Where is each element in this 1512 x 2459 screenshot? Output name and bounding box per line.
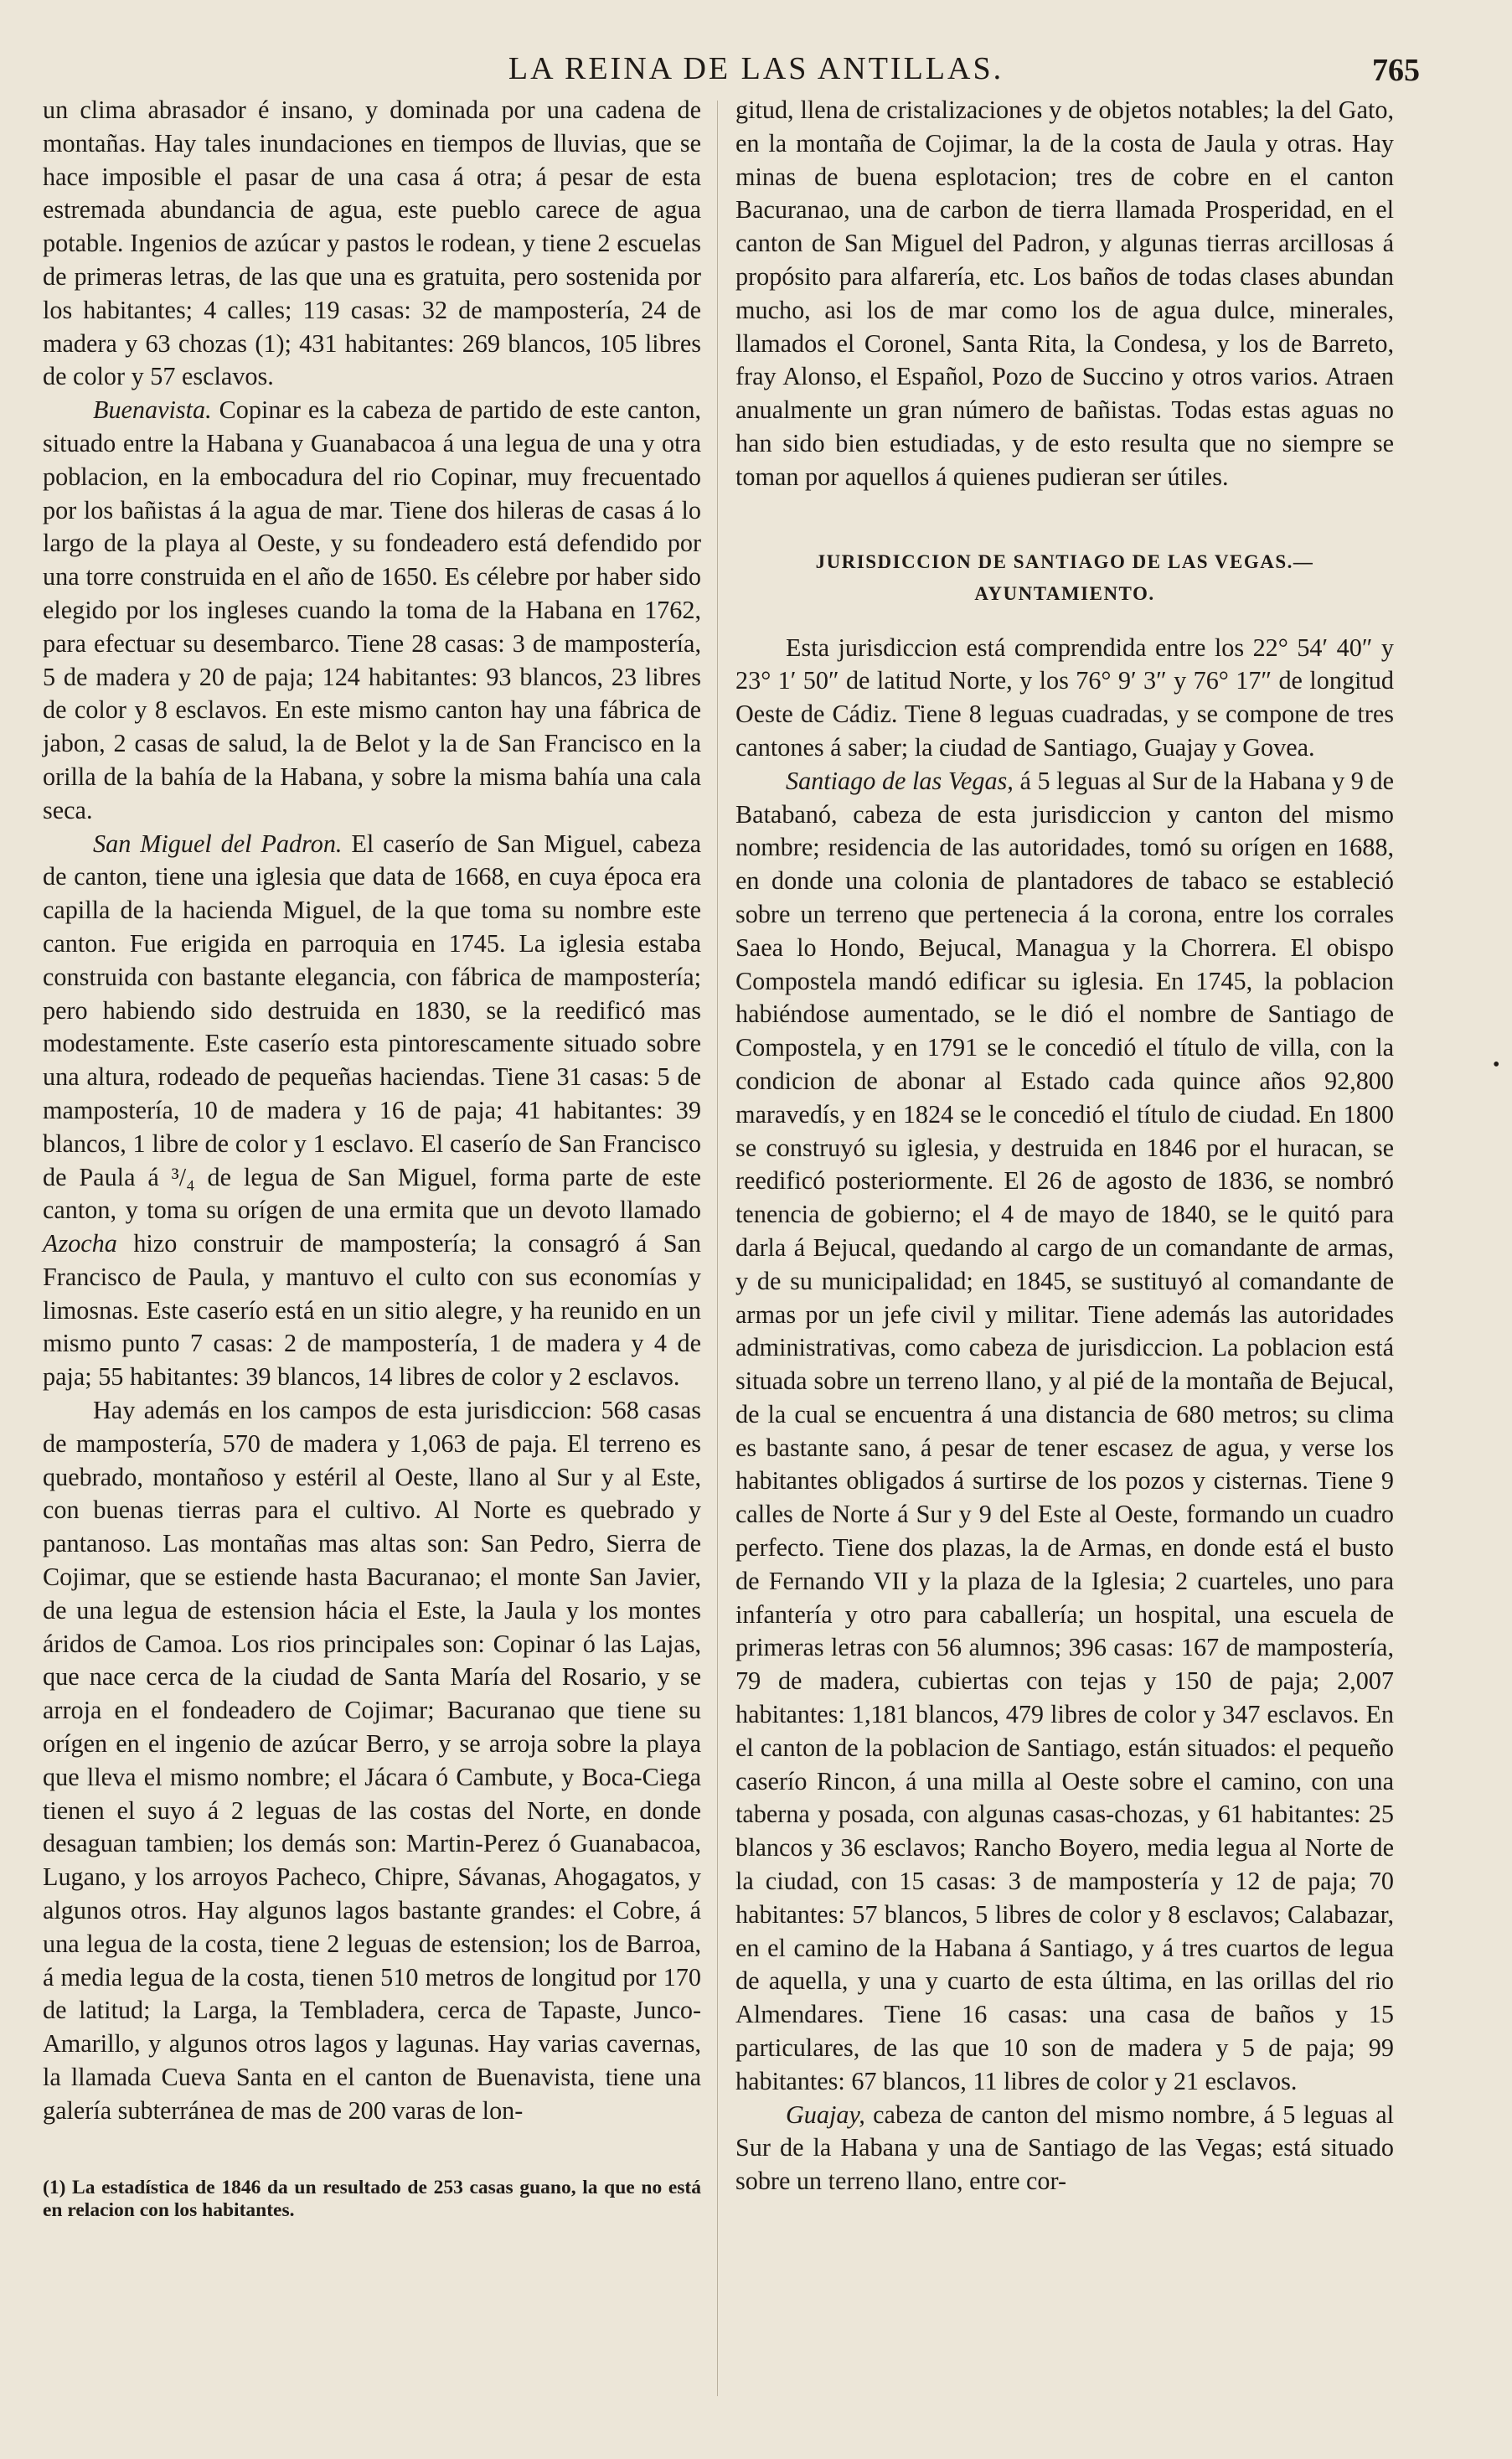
running-title: LA REINA DE LAS ANTILLAS. (508, 51, 1004, 86)
page-number: 765 (1372, 53, 1420, 88)
paragraph-text: cabeza de canton del mismo nombre, á 5 leguas al Sur de la Habana y una de Santiago de las Vegas; está situado sobre un terreno llano, entre cor- (735, 2100, 1394, 2196)
footnote: (1) La estadística de 1846 da un resultado de 253 casas guano, la que no está en relacion con los habitantes. (43, 2176, 701, 2221)
person-name-azocha: Azocha (43, 1229, 117, 1258)
paragraph-text: hizo construir de mampostería; la consagró á San Francisco de Paula, y mantuvo el culto con sus economías y limosnas. Este caserío está en un sitio alegre, y ha reunido en un mismo punto 7 casas: 2 de mampostería, 1 de madera y 4 de paja; 55 habitantes: 39 blancos, 14 libres de color y 2 esclavos. (43, 1229, 701, 1392)
column-divider (717, 101, 718, 2396)
paragraph-caves-minerals: gitud, llena de cristalizaciones y de objetos notables; la del Gato, en la montaña de Cojimar, la de la costa de Jaula y otras. Hay minas de buena esplotacion; tres de cobre en el canton Bacuranao, una de carbon de tierra llamada Prosperidad, en el canton de San Miguel del Padron, y algunas tierras arcillosas á propósito para alfarería, etc. Los baños de todas clases abundan mucho, asi los de mar como los de agua dulce, minerales, llamados el Coronel, Santa Rita, la Condesa, y los de Barreto, fray Alonso, el Español, Pozo de Succino y otros varios. Atraen anualmente un gran número de bañistas. Todas estas aguas no han sido bien estudiadas, y de esto resulta que no siempre se toman por aquellos á quienes pudieran ser útiles. (735, 96, 1394, 491)
place-name-guajay: Guajay, (786, 2100, 865, 2129)
paragraph-jurisdiction-bounds: Esta jurisdiccion está comprendida entre los 22° 54′ 40″ y 23° 1′ 50″ de latitud Norte, y los 76° 9′ 3″ y 76° 17″ de longitud Oeste de Cádiz. Tiene 8 leguas cuadradas, y se compone de tres cantones á saber; la ciudad de Santiago, Guajay y Govea. (735, 633, 1394, 762)
section-heading: JURISDICCION DE SANTIAGO DE LAS VEGAS.—AYUNTAMIENTO. (815, 550, 1314, 604)
right-column (735, 94, 1394, 2198)
paragraph-san-miguel (43, 828, 701, 1395)
paragraph-guanabacoa-continuation: un clima abrasador é insano, y dominada por una cadena de montañas. Hay tales inundaciones en tiempos de lluvias, que se hace imposible el pasar de una casa á otra; á pesar de esta estremada abundancia de agua, este pueblo carece de agua potable. Ingenios de azúcar y pastos le rodean, y tiene 2 escuelas de primeras letras, de las que una es gratuita, pero sostenida por los habitantes; 4 calles; 119 casas: 32 de mampostería, 24 de madera y 63 chozas (1); 431 habitantes: 269 blancos, 105 libres de color y 57 esclavos. (43, 96, 701, 391)
place-name-san-miguel: San Miguel del Padron. (93, 829, 343, 858)
paragraph-text: El caserío de San Miguel, cabeza de canton, tiene una iglesia que data de 1668, en cuya época era capilla de la hacienda Miguel, de la que toma su nombre este canton. Fue erigida en parroquia en 1745. La iglesia estaba construida con bastante elegancia, con fábrica de mampostería; pero habiendo sido destruida en 1830, se la reedificó mas modestamente. Este caserío esta pintorescamente situado sobre una altura, rodeado de pequeñas haciendas. Tiene 31 casas: 5 de mampostería, 10 de madera y 16 de paja; 41 habitantes: 39 blancos, 1 libre de color y 1 esclavo. El caserío de San Francisco de Paula á ³/₄ de legua de San Miguel, forma parte de este canton, y toma su orígen de una ermita que un devoto llamado (43, 829, 701, 1225)
paragraph-santiago (735, 765, 1394, 2099)
place-name-buenavista: Buenavista. (93, 395, 212, 425)
left-column (43, 94, 701, 2222)
paragraph-guajay (735, 2099, 1394, 2198)
margin-mark: • (1493, 1054, 1500, 1076)
paragraph-buenavista (43, 394, 701, 827)
place-name-santiago: Santiago de las Vegas, (786, 766, 1014, 795)
paragraph-text: Copinar es la cabeza de partido de este canton, situado entre la Habana y Guanabacoa á una legua de una y otra poblacion, en la embocadura del rio Copinar, muy frecuentado por los bañistas á la agua de mar. Tiene dos hileras de casas á lo largo de la playa al Oeste, y su fondeadero está defendido por una torre construida en el año de 1650. Es célebre por haber sido elegido por los ingleses cuando la toma de la Habana en 1762, para efectuar su desembarco. Tiene 28 casas: 3 de mampostería, 5 de madera y 20 de paja; 124 habitantes: 93 blancos, 23 libres de color y 8 esclavos. En este mismo canton hay una fábrica de jabon, 2 casas de salud, la de Belot y la de San Francisco en la orilla de la bahía de la Habana, y sobre la misma bahía una cala seca. (43, 395, 701, 824)
running-head (84, 50, 1428, 92)
paragraph-text: á 5 leguas al Sur de la Habana y 9 de Batabanó, cabeza de esta jurisdiccion y canton del mismo nombre; residencia de las autoridades, tomó su orígen en 1688, en donde una colonia de plantadores de tabaco se estableció sobre un terreno que pertenecia á la corona, entre los corrales Saea lo Hondo, Bejucal, Managua y la Chorrera. El obispo Compostela mandó edificar su iglesia. En 1745, la poblacion habiéndose aumentado, se le dió el nombre de Santiago de Compostela, y en 1791 se le concedió el título de villa, con la condicion de abonar al Estado cada quince años 92,800 maravedís, y en 1824 se le concedió el título de ciudad. En 1800 se construyó su iglesia, y destruida en 1846 por el huracan, se reedificó posteriormente. El 26 de agosto de 1836, se nombró tenencia de gobierno; el 4 de mayo de 1840, se le quitó para darla á Bejucal, quedando al cargo de un comandante de armas, y de su municipalidad; en 1845, se sustituyó al comandante de armas por un jefe civil y militar. Tiene además las autoridades administrativas, como cabeza de jurisdiccion. La poblacion está situada sobre un terreno llano, y al pié de la montaña de Bejucal, de la cual se encuentra á una distancia de 680 metros; su clima es bastante sano, á pesar de tener escasez de agua, y verse los habitantes obligados á surtirse de los pozos y cisternas. Tiene 9 calles de Norte á Sur y 9 del Este al Oeste, formando un cuadro perfecto. Tiene dos plazas, la de Armas, en donde está el busto de Fernando VII y la plaza de la Iglesia; 2 cuarteles, uno para infantería y otro para caballería; un hospital, una escuela de primeras letras con 56 alumnos; 396 casas: 167 de mampostería, 79 de madera, cubiertas con tejas y 150 de paja; 2,007 habitantes: 1,181 blancos, 479 libres de color y 347 esclavos. En el canton de la poblacion de Santiago, están situados: el pequeño caserío Rincon, á una milla al Oeste sobre el camino, con una taberna y posada, con algunas casas-chozas, y 61 habitantes: 25 blancos y 36 esclavos; Rancho Boyero, media legua al Norte de la ciudad, con 15 casas: 3 de mampostería y 12 de paja; 70 habitantes: 57 blancos, 5 libres de color y 8 esclavos; Calabazar, en el camino de la Habana á Santiago, y á tres cuartos de legua de aquella, y una y cuarto de esta última, en las orillas del rio Almendares. Tiene 16 casas: una casa de baños y 15 particulares, de las que 10 son de madera y 5 de paja; 99 habitantes: 67 blancos, 11 libres de color y 21 esclavos. (735, 766, 1395, 2095)
paragraph-jurisdiction-overview: Hay además en los campos de esta jurisdiccion: 568 casas de mampostería, 570 de madera y 1,063 de paja. El terreno es quebrado, montañoso y estéril al Oeste, llano al Sur y al Este, con buenas tierras para el cultivo. Al Norte es quebrado y pantanoso. Las montañas mas altas son: San Pedro, Sierra de Cojimar, que se estiende hasta Bacuranao; el monte San Javier, de una legua de estension hácia el Este, la Jaula y los montes áridos de Camoa. Los rios principales son: Copinar ó las Lajas, que nace cerca de la ciudad de Santa María del Rosario, y se arroja en el fondeadero de Cojimar; Bacuranao que tiene su orígen en el ingenio de azúcar Berro, y se arroja sobre la playa que lleva el mismo nombre; el Jácara ó Cambute, y Boca-Ciega tienen el suyo á 2 leguas de las costas del Norte, en donde desaguan tambien; los demás son: Martin-Perez ó Guanabacoa, Lugano, y los arroyos Pacheco, Chipre, Sávanas, Ahogagatos, y algunos otros. Hay algunos lagos bastante grandes: el Cobre, á una legua de la costa, tiene 2 leguas de estension; los de Barroa, á media legua de la costa, tienen 510 metros de longitud por 170 de latitud; la Larga, la Tembladera, cerca de Tapaste, Junco-Amarillo, y algunos otros lagos y lagunas. Hay varias cavernas, la llamada Cueva Santa en el canton de Buenavista, tiene una galería subterránea de mas de 200 varas de lon- (43, 1396, 701, 2125)
